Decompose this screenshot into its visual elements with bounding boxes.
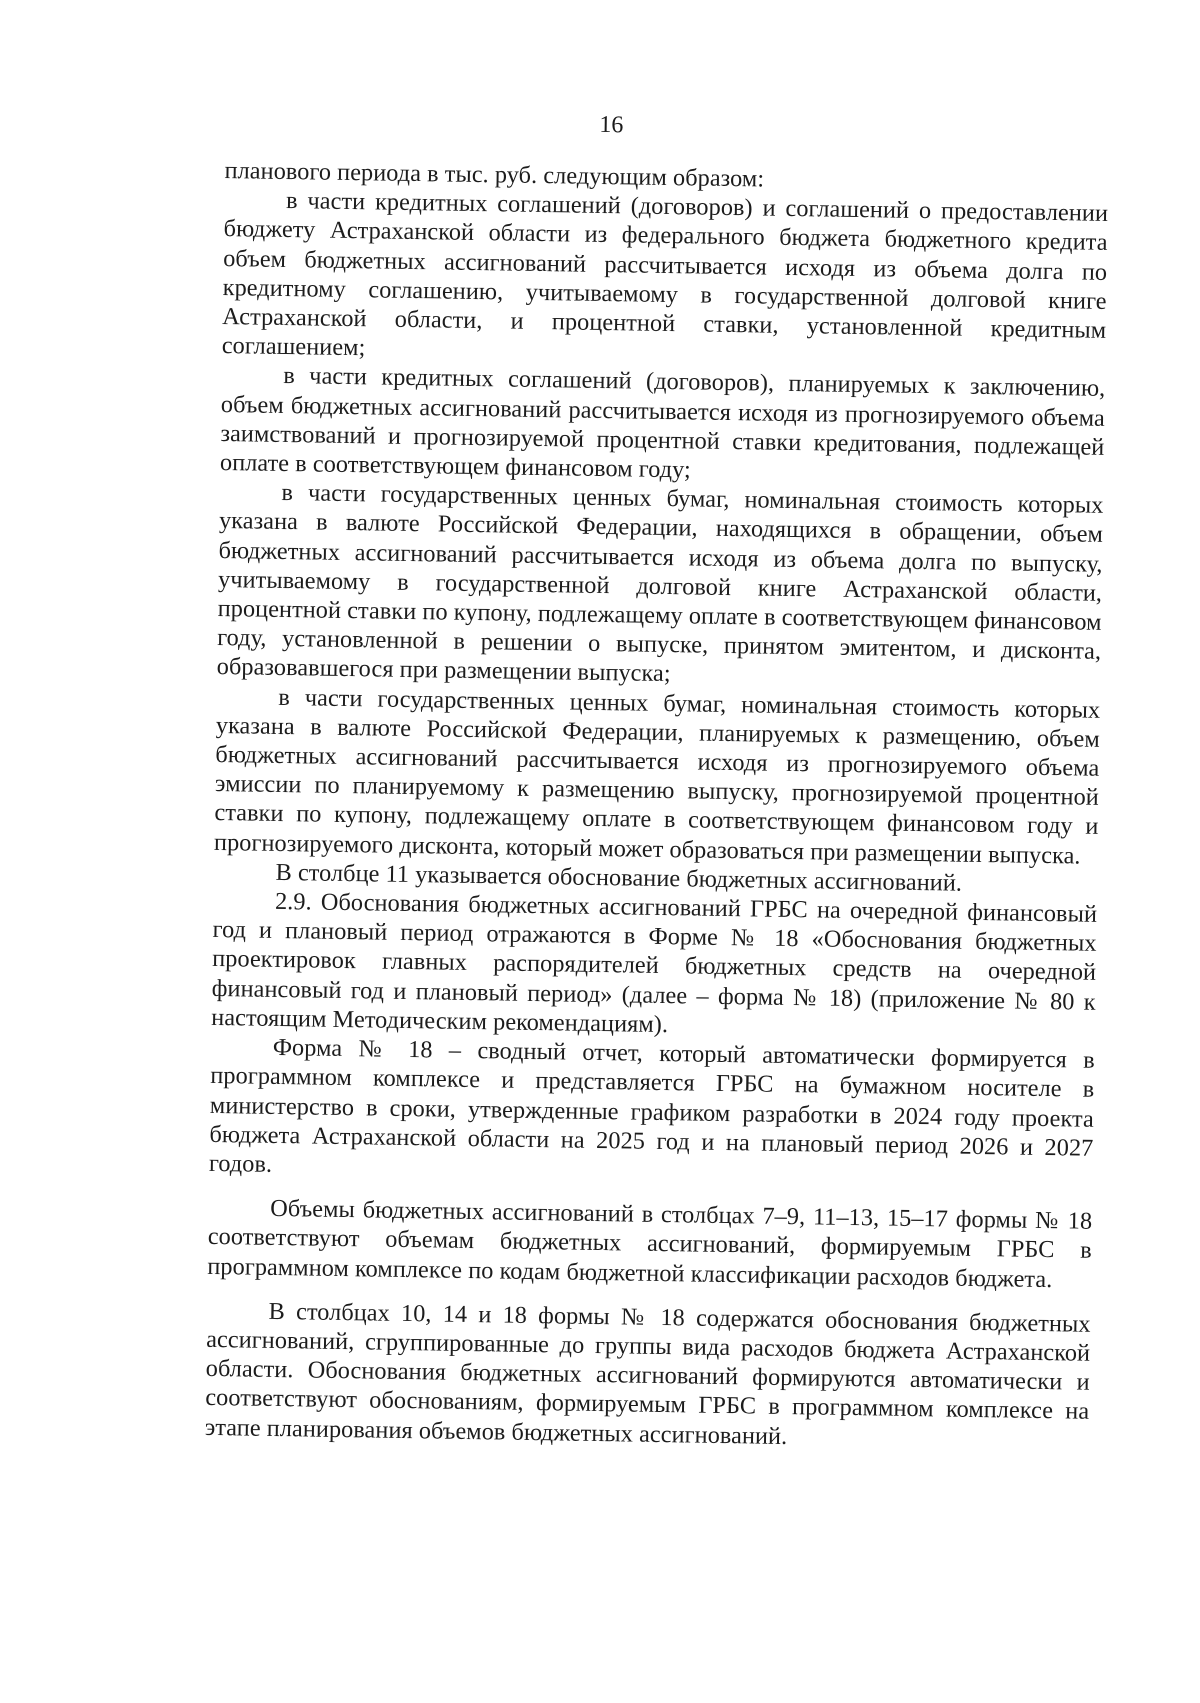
paragraph-planned-securities: в части государственных ценных бумаг, номинальная стоимость которых указана в валюте Российской Федерации, планируемых к размещению, объем бюджетных ассигнований рассчитывается исходя из прогнозируемого объема эмиссии по планируемому к размещению выпуску, прогнозируемой процентной ставки по купону, подлежащему оплате в соответствующем финансовом году и прогнозируемого дисконта, который может образоваться при размещении выпуска. (213, 683, 1101, 870)
paragraph-planned-credit-agreements: в части кредитных соглашений (договоров), планируемых к заключению, объем бюджетных ассигнований рассчитывается исходя из прогнозируемого объема заимствований и прогнозируемой процентной ставки кредитования, подлежащей оплате в соответствующем финансовом году; (219, 362, 1106, 484)
paragraph-columns-volumes: Объемы бюджетных ассигнований в столбцах 7–9, 11–13, 15–17 формы № 18 соответствуют объемам бюджетных ассигнований, формируемым ГРБС в программном комплексе по кодам бюджетной классификации расходов бюджета. (207, 1194, 1093, 1293)
paragraph-credit-agreements: в части кредитных соглашений (договоров) и соглашений о предоставлении бюджету Астраханской области из федерального бюджета бюджетного кредита объем бюджетных ассигнований рассчитывается исходя из объема долга по кредитному соглашению, учитываемому в государственной долговой книге Астраханской области, и процентной ставки, установленной кредитным соглашением; (221, 187, 1109, 362)
paragraph-form-18: Форма № 18 – сводный отчет, который автоматически формируется в программном комплексе и представляется ГРБС на бумажном носителе в министерство в сроки, утвержденные графиком разработки в 2024 году проекта бюджета Астраханской области на 2025 год и на плановый период 2026 и 2027 годов. (208, 1033, 1095, 1178)
document-body (205, 156, 1109, 1455)
paragraph-securities-in-circulation: в части государственных ценных бумаг, номинальная стоимость которых указана в валюте Российской Федерации, находящихся в обращении, объем бюджетных ассигнований рассчитывается исходя из объема долга по выпуску, учитываемому в государственной долговой книге Астраханской области, процентной ставки по купону, подлежащему оплате в соответствующем финансовом году, установленной в решении о выпуске, принятом эмитентом, и дисконта, образовавшегося при размещении выпуска; (216, 479, 1104, 688)
paragraph-section-2-9: 2.9. Обоснования бюджетных ассигнований ГРБС на очередной финансовый год и плановый период отражаются в Форме № 18 «Обоснования бюджетных проектировок главных распорядителей бюджетных средств на очередной финансовый год и плановый период» (далее – форма № 18) (приложение № 80 к настоящим Методическим рекомендациям). (211, 887, 1098, 1038)
paragraph-intro: планового периода в тыс. руб. следующим образом: (224, 157, 765, 193)
paragraph-column-11: В столбце 11 указывается обоснование бюджетных ассигнований. (275, 858, 963, 897)
page-number: 16 (599, 111, 624, 139)
paragraph-columns-justifications: В столбцах 10, 14 и 18 формы № 18 содержатся обоснования бюджетных ассигнований, сгруппированные до группы вида расходов бюджета Астраханской области. Обоснования бюджетных ассигнований формируются автоматически и соответствуют обоснованиям, формируемым ГРБС в программном комплексе на этапе планирования объемов бюджетных ассигнований. (204, 1297, 1091, 1450)
